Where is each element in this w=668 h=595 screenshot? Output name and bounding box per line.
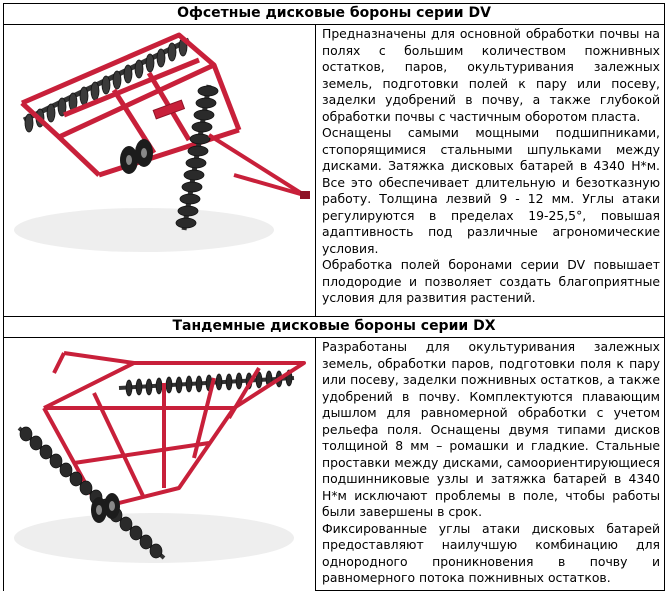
right-disc-gang <box>119 370 294 396</box>
product-image-dv <box>4 25 316 316</box>
paragraph: Предназначены для основной обработки почвы на полях с большим количеством пожнивных остатков, паров, окультуривания залежных земель, подготовки полей к пару или посеву, заделки удобрений в почву, а также глубокой обработки почвы с частичным оборотом пласта. <box>322 26 660 124</box>
section-text-dx <box>322 339 660 587</box>
rear-disc-gang <box>24 38 189 132</box>
harrow-dx-illustration <box>4 338 314 591</box>
harrow-dv-illustration <box>4 25 314 316</box>
section-text-dv <box>322 26 660 307</box>
paragraph: Фиксированные углы атаки дисковых батарей предоставляют наилучшую комбинацию для однородного проникновения в почву и равномерного потока пожнивных остатков. <box>322 520 660 585</box>
paragraph: Оснащены самыми мощными подшипниками, стопорящимися стальными шпульками между дисками. Затяжка дисковых батарей в 4340 Н*м. Все это обеспечивает длительную и безотказную работу. Толщина лезвий 9 - 12 мм. Углы атаки регулируются в пределах 19-25,5°, повышая адаптивность под различные агрономические условия. <box>322 125 660 256</box>
section-title-dv: Офсетные дисковые бороны серии DV <box>4 4 664 25</box>
drawbar <box>209 135 304 195</box>
section-title-dx: Тандемные дисковые бороны серии DX <box>4 316 664 338</box>
paragraph: Разработаны для окультуривания залежных земель, обработки паров, подготовки поля к пару или посеву, заделки пожнивных остатков, а также удобрений в почву. Комплектуются плавающим дышлом для равномерной обработки с учетом рельефа поля. Оснащены двумя типами дисков толщиной 8 мм – ромашки и гладкие. Стальные проставки между дисками, самоориентирующиеся подшинниковые узлы и затяжка батарей в 4340 Н*м исключают проблемы в поле, чтобы работы были завершены в срок. <box>322 339 660 519</box>
transport-wheels <box>120 139 153 174</box>
paragraph: Обработка полей боронами серии DV повышает плодородие и позволяет создать благоприятные условия для развития растений. <box>322 257 660 305</box>
catalog-table <box>3 3 665 591</box>
product-image-dx <box>4 338 316 591</box>
